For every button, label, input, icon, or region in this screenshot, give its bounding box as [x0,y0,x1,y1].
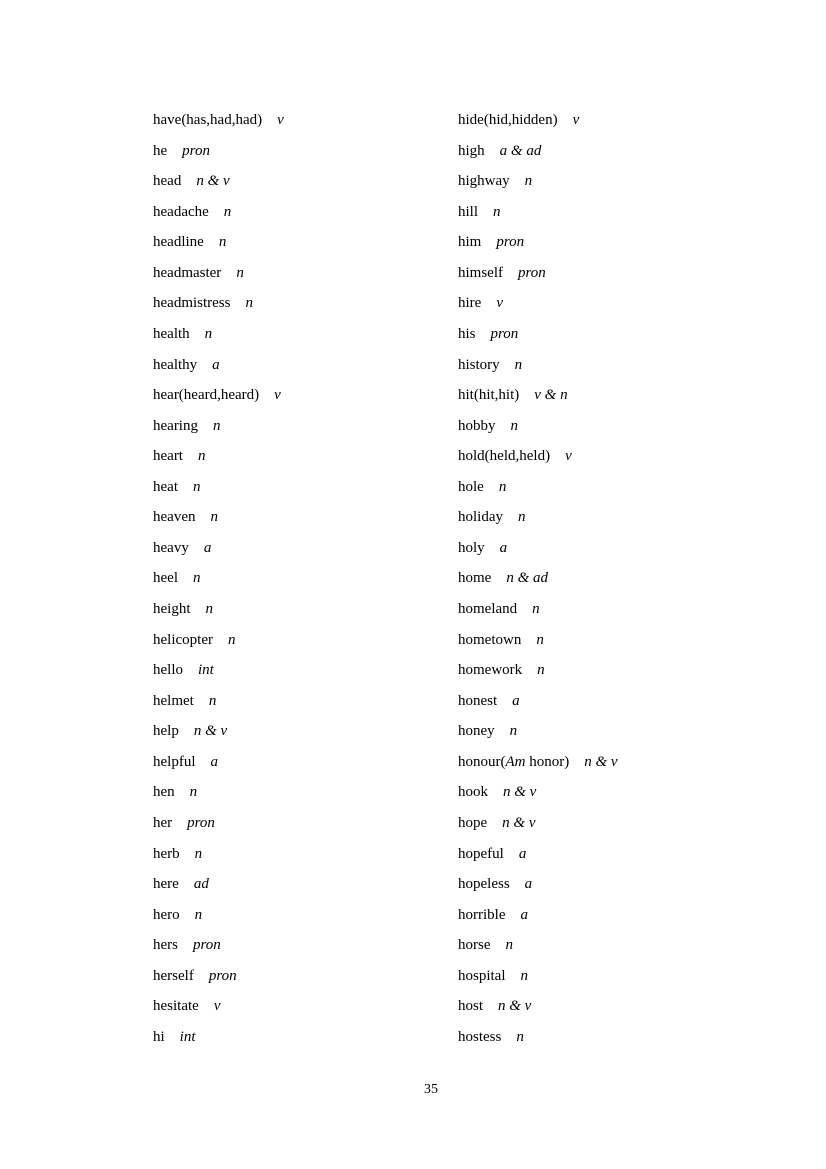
word-entry [458,227,618,258]
entry-pos: n [194,906,203,923]
entry-word: hesitate [153,998,199,1015]
entry-pos: n [505,937,513,954]
entry-pos: a [203,539,212,556]
entry-pos: a [524,876,533,893]
entry-word: hill [458,203,479,220]
entry-pos: a [499,539,508,556]
entry-pos: int [198,662,214,679]
word-entry [458,136,618,167]
word-entry [153,839,284,870]
word-entry [153,472,284,503]
word-entry [458,472,618,503]
entry-word: homework [458,662,523,679]
word-entry [458,105,618,136]
entry-pos: n [536,631,544,648]
entry-word: hospital [458,967,506,984]
entry-word: high [458,142,485,159]
word-entry [458,839,618,870]
entry-word: hobby [458,417,496,434]
entry-word: heat [153,478,178,495]
entry-pos: n [520,967,528,984]
word-entry [153,686,284,717]
entry-pos: n [516,1028,524,1045]
entry-pos: v & n [534,387,568,404]
entry-word: helmet [153,692,194,709]
entry-word: hold(held,held) [458,448,551,465]
word-entry [153,930,284,961]
entry-word: himself [458,264,503,281]
entry-word: have(has,had,had) [153,112,263,128]
entry-pos: n [192,570,201,587]
word-entry [458,961,618,992]
word-entry [458,625,618,656]
entry-pos: pron [193,937,221,954]
entry-word: home [458,570,492,587]
entry-word: her [153,814,173,831]
word-entry [153,1022,284,1053]
word-entry [153,166,284,197]
word-entry [153,227,284,258]
entry-pos: n & v [502,814,536,831]
entry-pos: n [192,478,201,495]
word-entry [458,166,618,197]
word-entry [458,594,618,625]
word-entry [153,869,284,900]
entry-pos: pron [518,264,546,281]
entry-pos: pron [490,325,519,342]
entry-pos: pron [187,814,215,831]
entry-pos: n [218,234,227,251]
entry-pos: n [510,417,518,434]
entry-word: hi [153,1028,165,1045]
word-entry [458,900,618,931]
entry-word: his [458,325,476,342]
entry-pos: n & ad [506,570,548,587]
word-entry [153,533,284,564]
entry-word: heart [153,448,183,465]
entry-pos: n & v [196,173,230,190]
word-entry [458,869,618,900]
word-entry [153,716,284,747]
entry-word: he [153,142,168,159]
entry-word: herself [153,967,194,984]
entry-word: hook [458,784,488,801]
entry-pos: n [245,295,253,312]
entry-pos: n [197,448,206,465]
word-entry [153,258,284,289]
entry-pos: n [518,509,526,526]
entry-word: hopeless [458,876,510,893]
entry-word: hometown [458,631,522,648]
entry-pos: n [208,692,217,709]
entry-pos: v [213,998,221,1015]
word-list-left-column [153,105,284,1052]
entry-word: helicopter [153,631,213,648]
entry-pos: v [496,295,503,312]
entry-word: hearing [153,417,198,434]
word-entry [153,350,284,381]
word-entry [153,319,284,350]
entry-pos: pron [496,234,525,251]
entry-word: helpful [153,753,196,770]
word-entry [153,625,284,656]
entry-word: heel [153,570,178,587]
entry-pos: a [520,906,528,923]
entry-pos: a [512,692,520,709]
entry-pos: v [572,112,580,128]
entry-word: hostess [458,1028,502,1045]
word-entry [153,411,284,442]
entry-word [458,754,569,770]
entry-word: hello [153,662,183,679]
word-entry [458,563,618,594]
word-entry [458,411,618,442]
entry-pos: n [204,325,213,342]
entry-pos: n [236,264,244,281]
entry-word: headmaster [153,264,222,281]
entry-pos: n & v [193,723,228,740]
entry-pos: v [277,112,284,128]
entry-word: hole [458,478,484,495]
word-entry [458,991,618,1022]
word-entry [153,808,284,839]
entry-pos: ad [193,876,209,893]
entry-word: hide(hid,hidden) [458,112,558,128]
entry-word: holiday [458,509,503,526]
page-number: 35 [424,1082,438,1097]
word-entry [458,686,618,717]
entry-word: horse [458,937,491,954]
entry-pos: n [223,203,232,220]
word-entry [153,502,284,533]
entry-word: heavy [153,539,189,556]
entry-pos: n [189,784,198,801]
word-entry [458,716,618,747]
entry-word: hire [458,295,482,312]
entry-pos: pron [182,142,210,159]
word-entry [153,655,284,686]
entry-pos: a [210,753,218,770]
entry-pos: n [212,417,221,434]
word-entry [458,380,618,411]
entry-word: hear(heard,heard) [153,387,260,404]
entry-pos: n [205,601,213,617]
entry-pos: pron [208,967,237,984]
word-entry [458,747,618,778]
entry-pos: n [498,478,507,495]
entry-word: homeland [458,601,518,617]
entry-word: headline [153,234,204,251]
entry-pos: n & v [503,784,537,801]
word-entry [458,930,618,961]
entry-word: hero [153,906,180,923]
word-entry [153,777,284,808]
entry-word: herb [153,845,180,862]
entry-word-italic-segment: Am [505,753,526,770]
word-entry [458,1022,618,1053]
entry-word: highway [458,173,510,190]
entry-pos: n [514,356,523,373]
entry-word: healthy [153,356,198,373]
entry-pos: n [194,845,203,862]
entry-pos: n [537,662,545,679]
word-entry [153,380,284,411]
entry-word: height [153,601,191,617]
entry-pos: n [493,203,501,220]
entry-word-segment: honour( [458,753,506,770]
entry-word: head [153,173,182,190]
word-entry [458,533,618,564]
entry-pos: v [274,387,281,404]
word-entry [458,655,618,686]
word-entry [458,808,618,839]
word-entry [458,777,618,808]
entry-word: honey [458,723,495,740]
entry-word: honest [458,692,498,709]
entry-pos: n [227,631,236,648]
entry-word: health [153,325,190,342]
word-entry [153,197,284,228]
word-entry [153,594,284,625]
word-entry [458,258,618,289]
entry-pos: n [524,173,533,190]
entry-pos: a & ad [499,142,542,159]
word-entry [458,441,618,472]
entry-pos: n & v [584,753,618,770]
word-entry [153,563,284,594]
word-entry [458,319,618,350]
entry-pos: n [210,509,218,526]
word-entry [458,197,618,228]
word-entry [153,105,284,136]
entry-word: headache [153,203,209,220]
entry-pos: n [509,723,518,740]
entry-pos: n [532,601,540,617]
entry-word: him [458,234,482,251]
entry-word: hen [153,784,175,801]
entry-word: hope [458,814,488,831]
word-entry [458,350,618,381]
entry-word: host [458,998,484,1015]
entry-pos: int [179,1028,196,1045]
entry-word: here [153,876,179,893]
word-entry [458,502,618,533]
entry-word: history [458,356,500,373]
entry-word: heaven [153,509,196,526]
word-entry [153,991,284,1022]
entry-pos: v [565,448,572,465]
word-entry [153,288,284,319]
entry-word: holy [458,539,485,556]
entry-word: hopeful [458,845,504,862]
word-entry [153,136,284,167]
entry-word: help [153,723,179,740]
entry-word: hit(hit,hit) [458,387,520,404]
entry-word: horrible [458,906,506,923]
entry-word: headmistress [153,295,231,312]
entry-pos: a [212,356,220,373]
entry-word-segment: honor) [525,753,570,770]
word-entry [153,900,284,931]
entry-word: hers [153,937,178,954]
entry-pos: a [518,845,527,862]
word-entry [153,961,284,992]
word-entry [153,747,284,778]
word-list-right-column [458,105,618,1052]
word-entry [458,288,618,319]
entry-pos: n & v [498,998,532,1015]
word-entry [153,441,284,472]
